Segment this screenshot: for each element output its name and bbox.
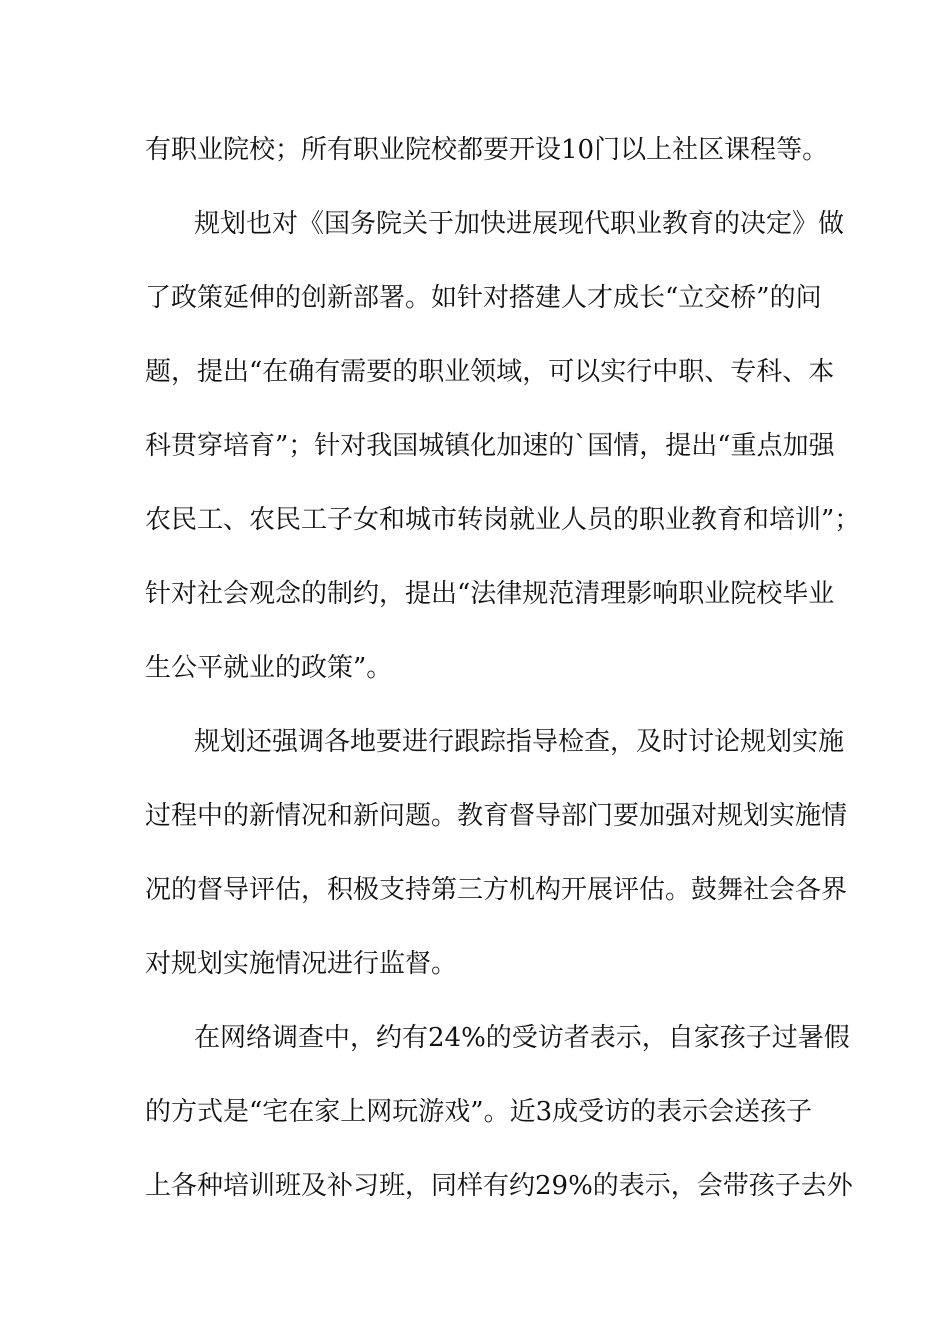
text-line: 农民工、农民工子女和城市转岗就业人员的职业教育和培训”； <box>145 505 861 535</box>
text-line: 有职业院校；所有职业院校都要开设10门以上社区课程等。 <box>145 135 829 165</box>
text-line: 生公平就业的政策”。 <box>145 653 393 683</box>
paragraph-first-line: 规划还强调各地要进行跟踪指导检查，及时讨论规划实施 <box>194 727 845 757</box>
text-line: 况的督导评估，积极支持第三方机构开展评估。鼓舞社会各界 <box>145 875 848 905</box>
text-line: 题，提出“在确有需要的职业领域，可以实行中职、专科、本 <box>145 357 835 387</box>
text-line: 的方式是“宅在家上网玩游戏”。近3成受访的表示会送孩子 <box>145 1097 813 1127</box>
text-line: 科贯穿培育”；针对我国城镇化加速的`国情，提出“重点加强 <box>145 431 835 461</box>
text-line: 对规划实施情况进行监督。 <box>145 949 458 979</box>
text-line: 上各种培训班及补习班，同样有约29%的表示，会带孩子去外 <box>145 1171 853 1201</box>
text-line: 了政策延伸的创新部署。如针对搭建人才成长“立交桥”的问 <box>145 283 822 313</box>
text-line: 过程中的新情况和新问题。教育督导部门要加强对规划实施情 <box>145 801 848 831</box>
paragraph-first-line: 在网络调查中，约有24%的受访者表示，自家孩子过暑假 <box>194 1023 850 1053</box>
paragraph-first-line: 规划也对《国务院关于加快进展现代职业教育的决定》做 <box>194 209 845 239</box>
text-line: 针对社会观念的制约，提出“法律规范清理影响职业院校毕业 <box>145 579 835 609</box>
